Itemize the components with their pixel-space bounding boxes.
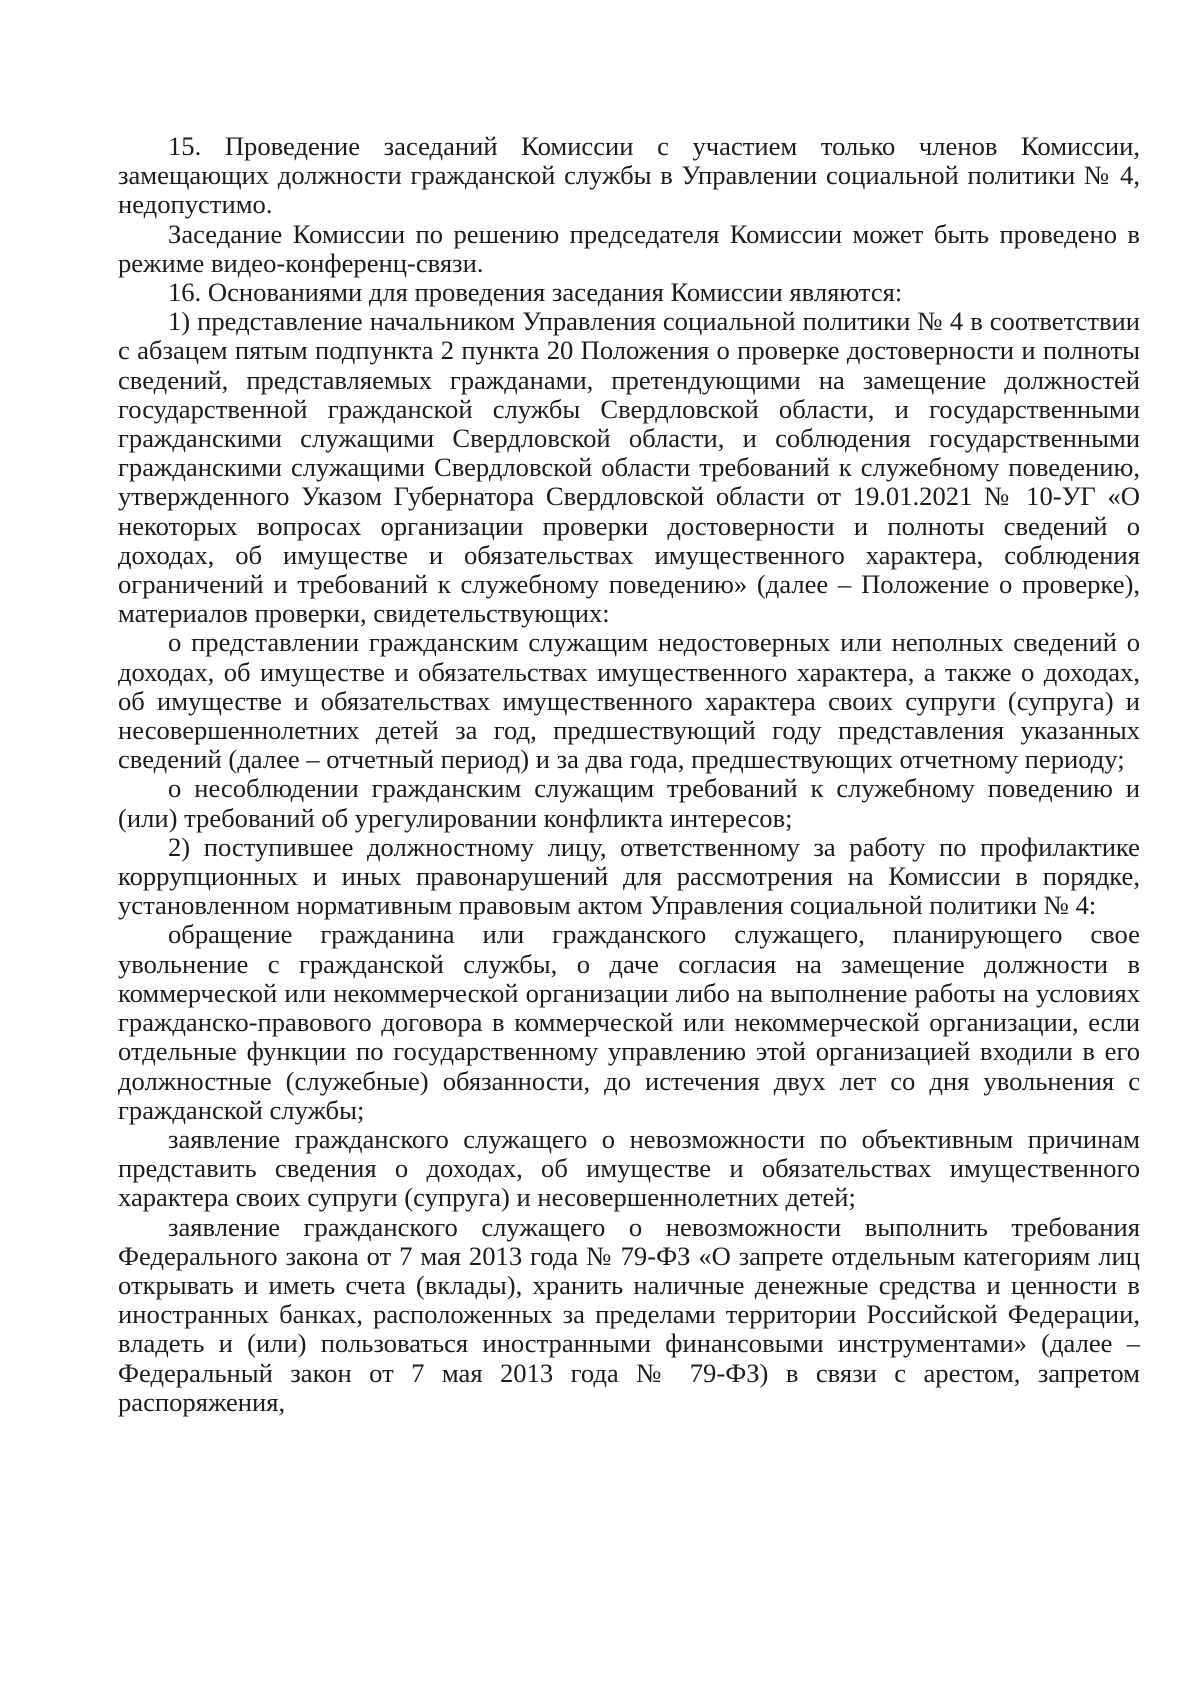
paragraph-item-15: 15. Проведение заседаний Комиссии с участием только членов Комиссии, замещающих должности гражданской службы в Управлении социальной политики № 4, недопустимо. [118, 131, 1140, 220]
paragraph-federal-law-statement: заявление гражданского служащего о невозможности выполнить требования Федерального закона от 7 мая 2013 года № 79-ФЗ «О запрете отдельным категориям лиц открывать и иметь счета (вклады), хранить наличные денежные средства и ценности в иностранных банках, расположенных за пределами территории Российской Федерации, владеть и (или) пользоваться иностранными финансовыми инструментами» (далее – Федеральный закон от 7 мая 2013 года № 79-ФЗ) в связи с арестом, запретом распоряжения, [118, 1211, 1140, 1417]
paragraph-citizen-request: обращение гражданина или гражданского служащего, планирующего свое увольнение с гражданской службы, о даче согласия на замещение должности в коммерческой или некоммерческой организации либо на выполнение работы на условиях гражданско-правового договора в коммерческой или некоммерческой организации, если отдельные функции по государственному управлению этой организацией входили в его должностные (служебные) обязанности, до истечения двух лет со дня увольнения с гражданской службы; [118, 919, 1140, 1125]
paragraph-subitem-2: 2) поступившее должностному лицу, ответственному за работу по профилактике коррупционных и иных правонарушений для рассмотрения на Комиссии в порядке, установленном нормативным правовым актом Управления социальной политики № 4: [118, 831, 1140, 921]
paragraph-item-16: 16. Основаниями для проведения заседания Комиссии являются: [168, 277, 903, 308]
paragraph-video-conference: Заседание Комиссии по решению председателя Комиссии может быть проведено в режиме видео-конференц-связи. [118, 218, 1140, 278]
paragraph-subitem-1: 1) представление начальником Управления социальной политики № 4 в соответствии с абзацем пятым подпункта 2 пункта 20 Положения о проверке достоверности и полноты сведений, представляемых гражданами, претендующими на замещение должностей государственной гражданской службы Свердловской области, и государственными гражданскими служащими Свердловской области, и соблюдения государственными гражданскими служащими Свердловской области требований к служебному поведению, утвержденного Указом Губернатора Свердловской области от 19.01.2021 № 10-УГ «О некоторых вопросах организации проверки достоверности и полноты сведений о доходах, об имуществе и обязательствах имущественного характера, соблюдения ограничений и требований к служебному поведению» (далее – Положение о проверке), материалов проверки, свидетельствующих: [118, 306, 1140, 629]
paragraph-unreliable-info: о представлении гражданским служащим недостоверных или неполных сведений о доходах, об имуществе и обязательствах имущественного характера, а также о доходах, об имуществе и обязательствах имущественного характера своих супруги (супруга) и несовершеннолетних детей за год, предшествующий году представления указанных сведений (далее – отчетный период) и за два года, предшествующих отчетному периоду; [118, 627, 1140, 775]
paragraph-noncompliance: о несоблюдении гражданским служащим требований к служебному поведению и (или) требований об урегулировании конфликта интересов; [118, 773, 1140, 833]
paragraph-spouse-info-statement: заявление гражданского служащего о невозможности по объективным причинам представить сведения о доходах, об имуществе и обязательствах имущественного характера своих супруги (супруга) и несовершеннолетних детей; [118, 1123, 1140, 1213]
document-body [118, 132, 1140, 1417]
